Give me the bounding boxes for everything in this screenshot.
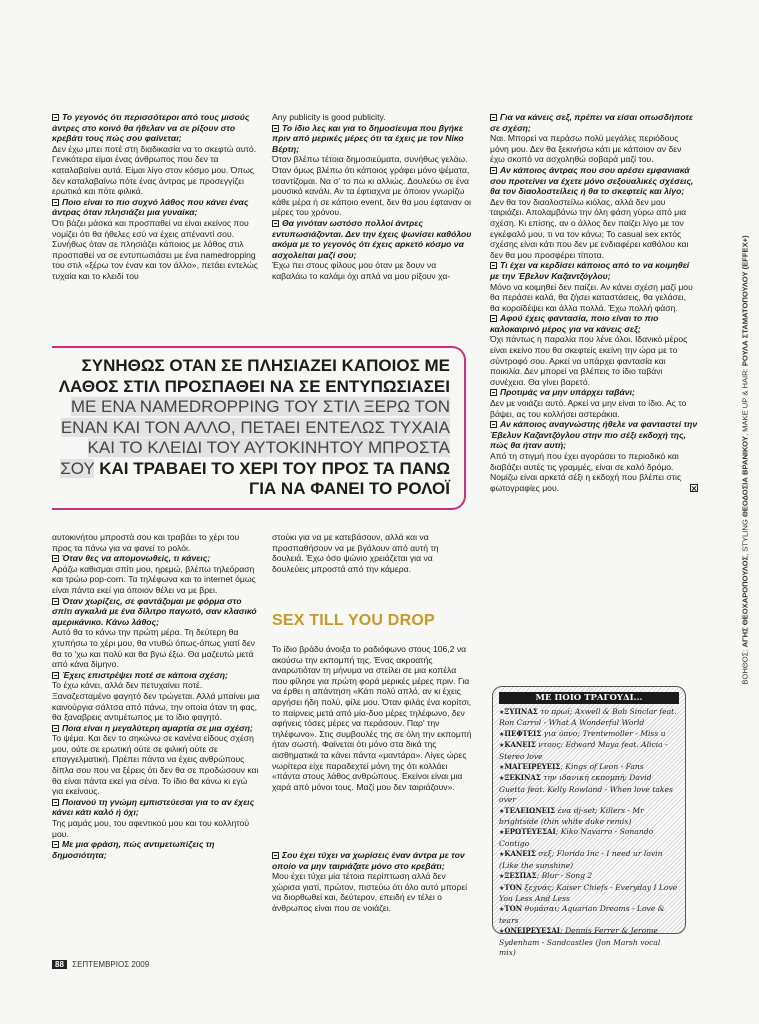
credit-mua-label: , MAKE UP & HAIR:	[740, 366, 750, 437]
issue-month: ΣΕΠΤΕΜΒΡΙΟΣ 2009	[72, 960, 150, 969]
article-column-5-bottom	[272, 850, 472, 914]
question-text: Έχεις επιστρέψει ποτέ σε κάποια σχέση;	[62, 669, 228, 680]
answer: Αράζω καθισμαι σπίτι μου, ηρεμώ, βλέπω τηλεόραση και τρώω pop-corn. Τα τηλέφωνα και το internet όμως είναι πάντα εκεί για όποιον θέλει να με βρει.	[52, 563, 256, 595]
question-text: Ποιανού τη γνώμη εμπιστεύεσαι για το αν έχεις κάνει κάτι καλό ή όχι;	[52, 796, 255, 818]
playlist-item-key: ΞΕΣΠΑΣ	[504, 871, 537, 881]
star-bullet-icon: ★	[499, 764, 505, 772]
question-bullet-icon	[490, 167, 497, 174]
page-number: 88	[52, 960, 67, 969]
question-text: Σου έχει τύχει να χωρίσεις έναν άντρα με τον οποίο να μην ταιριάζατε μόνο στο κρεβάτι;	[272, 850, 465, 871]
answer: αυτοκινήτου μπροστά σου και τραβάει το χέρι του προς τα πάνω για να φανεί το ρολόι.	[52, 532, 240, 553]
playlist-item	[499, 827, 679, 849]
article-end-icon	[690, 484, 698, 492]
question-text: Με μια φράση, πώς αντιμετωπίζεις τη δημοσιότητα;	[52, 839, 215, 860]
playlist-item-text: σεξ; Florida Inc - I need ur lovin (Like the sunshine)	[499, 849, 663, 870]
answer: Της μαμάς μου, του αφεντικού μου και του κολλητού μου.	[52, 818, 250, 839]
section-title: SEX TILL YOU DROP	[272, 612, 435, 629]
question	[52, 197, 260, 218]
question-bullet-icon	[52, 799, 59, 806]
question	[490, 112, 698, 133]
credit-styling-name: ΘΕΟΔΟΣΙΑ ΒΡΑΝΙΚΟΥ	[740, 436, 750, 518]
page-footer	[52, 960, 149, 969]
question	[272, 123, 472, 155]
question-bullet-icon	[490, 262, 497, 269]
question-bullet-icon	[52, 114, 59, 121]
playlist-item-key: ΤΟΝ	[504, 882, 523, 892]
star-bullet-icon: ★	[499, 742, 505, 750]
playlist-item	[499, 762, 679, 773]
answer: Any publicity is good publicity.	[272, 112, 386, 122]
playlist-item-text: το πρωί; Axwell & Bob Sinclar feat. Ron Carrol - What A Wonderful World	[499, 707, 677, 728]
playlist-item-key: ΤΕΛΕΙΩΝΕΙΣ	[504, 805, 556, 815]
playlist-item	[499, 871, 679, 882]
question	[52, 670, 260, 681]
question	[272, 218, 472, 260]
playlist-item-text: θυμάσαι; Aquarian Dreams - Love & tears	[499, 904, 665, 925]
credit-styling-label: , STYLING	[740, 517, 750, 556]
question	[272, 850, 472, 871]
question-bullet-icon	[490, 389, 497, 396]
question-bullet-icon	[52, 199, 59, 206]
playlist-item-key: ΚΑΝΕΙΣ	[504, 849, 536, 859]
credit-mua-name: ΡΟΥΛΑ ΣΤΑΜΑΤΟΠΟΥΛΟΥ (EFFEX+)	[740, 235, 750, 367]
question-text: Για να κάνεις σεξ, πρέπει να είσαι οπωσδήποτε σε σχέση;	[490, 112, 694, 133]
playlist-item	[499, 883, 679, 905]
playlist-item-key: ΞΥΠΝΑΣ	[504, 707, 538, 716]
pull-quote-text	[50, 356, 450, 500]
credit-assist-name: ΑΓΗΣ ΘΕΟΧΑΡΟΠΟΥΛΟΣ	[740, 555, 750, 648]
playlist-item-key: ΞΕΚΙΝΑΣ	[504, 773, 541, 783]
question-bullet-icon	[52, 598, 59, 605]
question-text: Θα γινόταν ωστόσο πολλοί άντρες εντυπωσιάζονται. Δεν την έχεις ψωνίσει καθόλου ακόμα με το γεγονός ότι έχεις αρκετό κόσμο να ασχολείται μαζί σου;	[272, 217, 472, 260]
star-bullet-icon: ★	[499, 851, 505, 859]
playlist-list	[493, 707, 685, 958]
answer: Ναι. Μπορεί να περάσω πολύ μεγάλες περιόδους μόνη μου. Δεν θα ξεκινήσω κάτι με κάποιον αν δεν έχω σκοπό να ασχοληθώ σοβαρά μαζί του.	[490, 133, 682, 165]
answer: Όχι πάντως η παραλία που λένε όλοι. Ιδανικό μέρος είναι εκείνο που θα σκεφτείς εκείνη την ώρα με το σύντροφό σου. Αρκεί να υπάρχει φαντασία και ποικιλία. Δεν μπορεί να βλέπεις το ίδιο ταβάνι συνέχεια. Θα γίνει βαρετό.	[490, 334, 688, 387]
question-text: Όταν χωρίζεις, σε φαντάζομαι με φόρμα στο σπίτι αγκαλιά με ένα δίλιτρο παγωτό, σαν κλασικό αμερικάνικο. Κάνω λάθος;	[52, 595, 257, 627]
article-column-5-body	[272, 644, 472, 792]
pull-quote-light: ΜΕ ΕΝΑ NAMEDROPPING ΤΟΥ ΣΤΙΛ ΞΕΡΩ ΤΟΝ ΕΝΑΝ ΚΑΙ ΤΟΝ ΑΛΛΟ, ΠΕΤΑΕΙ ΕΝΤΕΛΩΣ ΤΥΧΑΙΑ ΚΑΙ ΤΟ ΚΛΕΙΔΙ ΤΟΥ ΑΥΤΟΚΙΝΗΤΟΥ ΜΠΡΟΣΤΑ ΣΟΥ	[60, 397, 450, 478]
question-bullet-icon	[52, 725, 59, 732]
question-text: Ποιο είναι το πιο συχνό λάθος που κάνει ένας άντρας όταν πλησιάζει μια γυναίκα;	[52, 196, 249, 218]
answer: Δεν θα τον διαολοστείλω κιόλας, αλλά δεν μου ταιριάζει. Απολαμβάνω την όλη φάση γύρω από μια σχέση. Κι επίσης, αν ο άλλος δεν παίζει λίγο με τον εγκέφαλό μου, τι να τον κάνω; Το casual sex εκτός σχέσης είναι κάτι που δεν με ενδιαφέρει καθόλου και δεν θα μου προσφέρει τίποτα.	[490, 196, 689, 260]
playlist-item-key: ΜΑΓΕΙΡΕΥΕΙΣ	[504, 762, 561, 772]
playlist-item-key: ΚΑΝΕΙΣ	[504, 740, 536, 750]
playlist-item	[499, 740, 679, 762]
question-text: Αν κάποιος αναγνώστης ήθελε να φανταστεί την Έβελυν Καζαντζόγλου στην πιο σέξι εκδοχή της, πώς θα ήταν αυτή;	[490, 419, 698, 451]
question-bullet-icon	[272, 220, 279, 227]
star-bullet-icon: ★	[499, 928, 505, 936]
question-text: Το γεγονός ότι περισσότεροι από τους μισούς άντρες στο κοινό θα ήθελαν να σε ρίξουν στο κρεβάτι τους πώς σου φαίνεται;	[52, 112, 250, 144]
playlist-item-key: ΤΟΝ	[504, 904, 523, 914]
paragraph: στούκι για να με κατεβάσουν, αλλά και να προσπαθήσουν να με βγάλουν από αυτή τη δουλειά. Έχω όσο ψώνιο χρειάζεται για να δουλεύεις μπροστά από την κάμερα.	[272, 532, 439, 574]
question-bullet-icon	[490, 421, 497, 428]
pull-quote-box	[52, 346, 466, 510]
star-bullet-icon: ★	[499, 709, 505, 716]
question-bullet-icon	[52, 841, 59, 848]
playlist-item	[499, 773, 679, 805]
playlist-item	[499, 806, 679, 828]
question	[490, 313, 698, 334]
answer: Έχω πει στους φίλους μου όταν με δουν να καβαλάω το καλάμι όχι απλά να μου ρίξουν χα-	[272, 260, 451, 281]
star-bullet-icon: ★	[499, 829, 505, 837]
question-text: Αν κάποιος άντρας που σου αρέσει εμφανιακά σου προτείνει να έχετε μόνο σεξουαλικές σχέσεις, θα τον διαολοστείλεις ή θα το σκεφτείς και λίγο;	[490, 164, 694, 197]
star-bullet-icon: ★	[499, 906, 505, 914]
answer: Το έχω κάνει, αλλά δεν πετυχαίνει ποτέ. Ξαναζεσταμένο φαγητό δεν τρώγεται. Αλλά μπαίνει μια καινούργια σάλτσα από πάνω, την οποία όταν τη φας, θα ξαναβρεις αντιμέτωπος με το ίδιο φαγητό.	[52, 680, 260, 723]
playlist-item-key: ΕΡΩΤΕΥΕΣΑΙ	[504, 827, 556, 837]
star-bullet-icon: ★	[499, 807, 505, 815]
playlist-item	[499, 729, 679, 740]
playlist-item-text: ξεχνάς; Kaiser Chiefs - Everyday I Love You Less And Less	[499, 882, 678, 903]
playlist-item-key: ΟΝΕΙΡΕΥΕΣΑΙ	[504, 926, 561, 936]
star-bullet-icon: ★	[499, 775, 505, 783]
question	[52, 553, 260, 564]
playlist-item-text: την ιδανική εκπομπή; David Guetta feat. Kelly Rowland - When love takes over	[499, 773, 673, 805]
question	[52, 797, 260, 818]
question	[490, 419, 698, 451]
question	[490, 165, 698, 197]
question-bullet-icon	[52, 672, 59, 679]
playlist-box	[492, 686, 686, 957]
playlist-item	[499, 904, 679, 926]
playlist-item	[499, 707, 679, 729]
question-text: Το ίδιο λες και για το δημοσίευμα που βγήκε πριν από μερικές μέρες ότι τα έχεις με τον Νίκο Βέρτη;	[272, 122, 464, 154]
playlist-title: ΜΕ ΠΟΙΟ ΤΡΑΓΟΥΔΙ...	[499, 692, 679, 704]
article-column-3	[490, 112, 698, 493]
pull-quote-bold-end: ΚΑΙ ΤΡΑΒΑΕΙ ΤΟ ΧΕΡΙ ΤΟΥ ΠΡΟΣ ΤΑ ΠΑΝΩ ΓΙΑ ΝΑ ΦΑΝΕΙ ΤΟ ΡΟΛΟΪ	[99, 458, 450, 498]
question-bullet-icon	[52, 555, 59, 562]
question-bullet-icon	[490, 114, 497, 121]
credit-assist-label: ΒΟΗΘΟΣ:	[740, 647, 750, 685]
photo-credits	[741, 235, 750, 684]
playlist-item-text: ; Kings of Leon - Fans	[560, 762, 644, 772]
answer: Όταν βλέπω τέτοια δημοσιεύματα, συνήθως γελάω. Όταν όμως βλέπω ότι κάποιος γράφει μόνο ψέματα, τσαντίζομαι. Να σ' το πω κι αλλιώς. Δουλεύω σε ένα μουσικό κανάλι. Αν τα έφτιαχνα με όποιον γνωρίζω κάθε μέρα ή σε κάποιο event, δεν θα μου έφταναν οι μέρες του χρόνου.	[272, 154, 471, 218]
playlist-item-text: ντους; Edward Maya feat. Alicia - Stereo love	[499, 740, 668, 761]
question-bullet-icon	[490, 315, 497, 322]
question	[52, 723, 260, 734]
question	[52, 839, 260, 860]
playlist-item	[499, 926, 679, 958]
question-bullet-icon	[272, 125, 279, 132]
question-text: Προτιμάς να μην υπάρχει ταβάνι;	[500, 387, 635, 398]
answer: Δεν έχω μπει ποτέ στη διαδικασία να το σκεφτώ αυτό. Γενικότερα είμαι ένας άνθρωπος που δεν τα καταλαβαίνει αυτά. Είμαι λίγο στον κόσμο μου. Όπως δεν καταλαβαίνω πότε ένας άντρας με προσεγγίζει ερωτικά και πότε φιλικά.	[52, 143, 257, 197]
star-bullet-icon: ★	[499, 873, 505, 881]
question-text: Αφού έχεις φαντασία, ποιο είναι το πιο καλοκαιρινό μέρος για να κάνεις σεξ;	[490, 313, 659, 334]
question	[490, 387, 698, 398]
paragraph: Το ίδιο βράδυ άνοιξα το ραδιόφωνο στους 106,2 να ακούσω την εκπομπή της. Ένας ακροατής αναρωτιόταν τη μήνυμα να στείλει σε μια κοπέλα που φίλησε για πρώτη φορά μερικές μέρες πριν. Για να έρθει η απάντηση «Κάτι πολύ απλό, αν κι έχεις αργήσει ήδη πολύ, φίλε μου. Όταν φιλάς ένα κορίτσι, το παίρνεις μετά από μία-δυο μέρες τηλέφωνο, δεν αφήνεις τόσες μέρες να περάσουν. Παρ' την τηλέφωνο». Στις συμβουλές της σε όλη την εκπομπή ήταν σωστή. Φαίνεται ότι μόνο στα δικά της αισθηματικά τα κάνει πάντα «μαντάρα». Λίγες ώρες νωρίτερα είχε παραδεχτεί μόνη της ότι κολλάει «πάντα στους λάθος ανθρώπους. Εκείνοι είναι μια χαρά από μόνοι τους. Μαζί μου δεν ταιριάζουν».	[272, 644, 472, 792]
star-bullet-icon: ★	[499, 884, 505, 892]
question-bullet-icon	[272, 852, 279, 859]
playlist-item-text: για ύπνο; Trentemoller - Miss u	[541, 728, 666, 738]
article-column-4	[52, 532, 260, 860]
answer: Μόνο να κοιμηθεί δεν παίζει. Αν κάνει σχέση μαζί μου θα περάσει καλά, θα ζήσει καταστάσεις, θα γελάσει, θα κοροϊδέψει και άλλα πολλά. Έχω πολλή φάση.	[490, 281, 693, 313]
playlist-item-text: ; Blur - Song 2	[536, 871, 593, 881]
question	[490, 260, 698, 281]
star-bullet-icon: ★	[499, 730, 505, 738]
playlist-item-key: ΠΕΦΤΕΙΣ	[504, 728, 542, 738]
question-text: Ποια είναι η μεγαλύτερη αμαρτία σε μια σχέση;	[62, 722, 253, 733]
playlist-item-text: ; Kiko Navarro - Sonando Contigo	[499, 827, 654, 848]
answer: Από τη στιγμή που έχει αγοράσει το περιοδικό και διαβάζει αυτές τις γραμμές, είναι σε καλό δρόμο. Νομίζω είναι αρκετά σέξι η εκδοχή που βλέπει στις φωτογραφίες μου.	[490, 451, 698, 493]
answer: Το ψέμα. Και δεν το σηκώνω σε κανένα είδους σχέση μου, ούτε σε ερωτική ούτε σε φιλική ούτε σε επαγγελματική. Πρέπει πάντα να έχεις ανθρώπους δίπλα σου που να ξέρεις ότι δεν θα σε προδώσουν και θα είναι πάντα εκεί για σένα. Το ίδιο θα κάνω κι εγώ για εκείνους.	[52, 733, 259, 797]
answer: Μου έχει τύχει μία τέτοια περίπτωση αλλά δεν χώρισα γιατί, πρώτον, πιστεύω ότι όλο αυτό μπορεί να διορθωθεί και, δεύτερον, επειδή εν τέλει ο άνθρωπος είναι που σε νοιάζει.	[272, 871, 468, 913]
pull-quote-bold-start: ΣΥΝΗΘΩΣ ΟΤΑΝ ΣΕ ΠΛΗΣΙΑΖΕΙ ΚΑΠΟΙΟΣ ΜΕ ΛΑΘΟΣ ΣΤΙΛ ΠΡΟΣΠΑΘΕΙ ΝΑ ΣΕ ΕΝΤΥΠΩΣΙΑΣΕΙ	[58, 356, 450, 396]
question	[52, 112, 260, 144]
playlist-item-text: ; Dennis Ferrer & Jerome Sydenham - Sandcastles (Jon Marsh vocal mix)	[499, 926, 661, 957]
question	[52, 596, 260, 628]
answer: Ότι βάζει μάσκα και προσπαθεί να είναι εκείνος που νομίζει ότι θα ήθελες εσύ να έχεις απέναντί σου. Συνήθως όταν σε πλησιάζει κάποιος με λάθος στιλ προσπαθεί να σε εντυπωσιάσει με ένα namedropping του στιλ «ξέρω τον έναν και τον άλλο», πετάει εντελώς τυχαία και το κλειδί του	[52, 217, 258, 281]
answer: Δεν με νοιάζει αυτό. Αρκεί να μην είναι το ίδιο. Ας το βάψει, ας του κολλήσει αστεράκια.	[490, 398, 687, 419]
answer: Αυτό θα το κάνω την πρώτη μέρα. Τη δεύτερη θα χτυπήσω το χέρι μου, θα ντυθώ όπως-όπως γιατί δεν θα το 'χω και πολύ και θα βγω έξω. Θα μαζευτώ μετά από κάνα δίμηνο.	[52, 627, 255, 670]
playlist-item-text: ένα dj-set; Killers - Mr brightside (thin white duke remix)	[499, 805, 644, 827]
article-column-1	[52, 112, 260, 282]
article-column-2	[272, 112, 472, 282]
article-column-5-top	[272, 532, 472, 574]
question-text: Όταν θες να απομονωθείς, τι κάνεις;	[62, 553, 211, 564]
question-text: Τι έχει να κερδίσει κάποιος από το να κοιμηθεί με την Έβελυν Καζαντζόγλου;	[490, 260, 690, 281]
playlist-item	[499, 849, 679, 871]
